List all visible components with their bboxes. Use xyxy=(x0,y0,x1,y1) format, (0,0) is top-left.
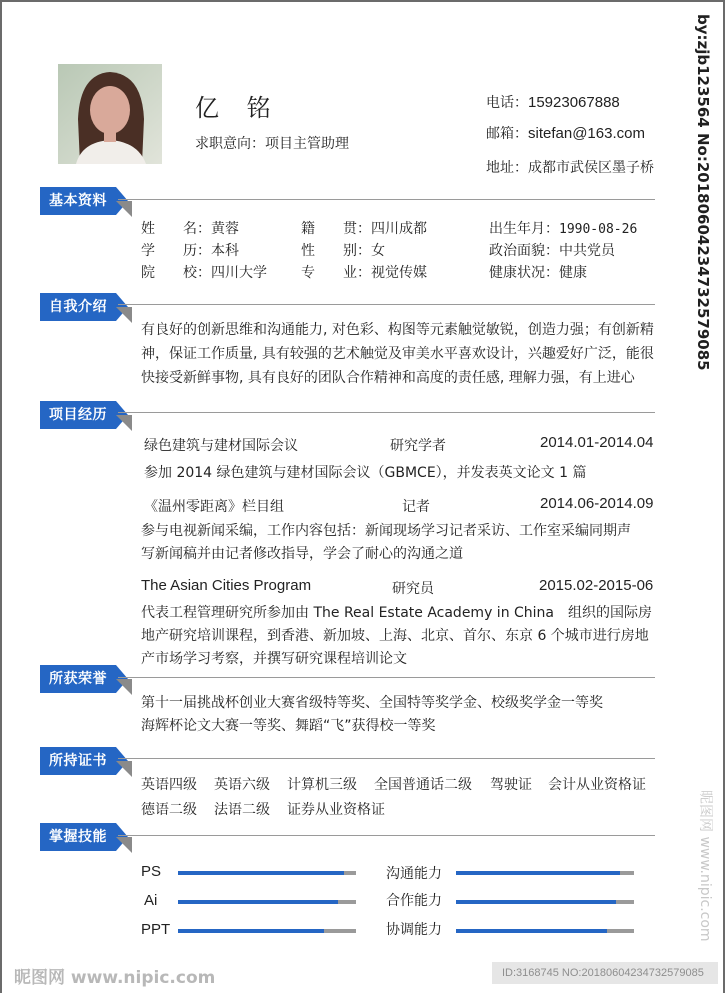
skill-name: Ai xyxy=(144,892,158,909)
self-intro xyxy=(141,318,671,390)
address-label: 地址： xyxy=(486,160,528,176)
basic-name xyxy=(141,218,239,238)
basic-school-value: 四川大学 xyxy=(211,265,267,281)
phone-row xyxy=(486,92,620,112)
cert-item: 英语四级 xyxy=(141,777,197,793)
job-intent-value: 项目主管助理 xyxy=(265,136,349,152)
job-intent-label: 求职意向： xyxy=(195,136,265,152)
honor-line: 海辉杯论文大赛一等奖、舞蹈“飞”获得校一等奖 xyxy=(141,718,436,734)
basic-political-label: 政治面貌： xyxy=(489,243,559,259)
address-value: 成都市武侯区墨子桥 xyxy=(528,160,654,176)
project-desc: 产市场学习考察，并撰写研究课程培训论文 xyxy=(141,651,407,667)
basic-edu-label: 学 历： xyxy=(141,243,211,259)
basic-birth xyxy=(489,218,637,238)
bottom-right-watermark-text: ID:3168745 NO:20180604234732579085 xyxy=(502,967,704,979)
project-role: 记者 xyxy=(402,499,430,515)
side-watermark-text: by:zjb123564 No:20180604234732579085 xyxy=(694,14,712,371)
basic-origin-value: 四川成都 xyxy=(371,221,427,237)
project-period: 2015.02-2015-06 xyxy=(539,577,654,594)
basic-gender-value: 女 xyxy=(371,243,385,259)
skill-name: 沟通能力 xyxy=(386,866,442,882)
email-row xyxy=(486,123,645,143)
section-rule-intro xyxy=(118,304,655,305)
skill-bar-communication xyxy=(456,871,634,875)
basic-health-label: 健康状况： xyxy=(489,265,559,281)
basic-origin-label: 籍 贯： xyxy=(301,221,371,237)
side-watermark-bottom xyxy=(694,790,720,990)
skill-bar-fill xyxy=(178,900,338,904)
basic-major xyxy=(301,262,427,282)
project-name: 《温州零距离》栏目组 xyxy=(144,499,284,515)
skill-bar-ppt xyxy=(178,929,356,933)
skill-bar-fill xyxy=(456,900,616,904)
basic-gender-label: 性 别： xyxy=(301,243,371,259)
project-role: 研究员 xyxy=(392,581,434,597)
cert-item: 德语二级 xyxy=(141,802,197,818)
self-intro-line: 快接受新鲜事物, 具有良好的团队合作精神和高度的责任感, 理解力强，有上进心 xyxy=(141,370,635,386)
basic-birth-label: 出生年月： xyxy=(489,221,559,237)
basic-origin xyxy=(301,218,427,238)
frame-left-edge xyxy=(0,0,2,993)
email-label: 邮箱： xyxy=(486,126,528,142)
project-role: 研究学者 xyxy=(390,438,446,454)
section-title-projects: 项目经历 xyxy=(49,407,107,423)
project-desc: 参加 2014 绿色建筑与建材国际会议（GBMCE），并发表英文论文 1 篇 xyxy=(144,465,587,481)
section-title-certs: 所持证书 xyxy=(49,753,107,769)
basic-name-label: 姓 名： xyxy=(141,221,211,237)
basic-school xyxy=(141,262,267,282)
section-title-basic: 基本资料 xyxy=(49,193,107,209)
bottom-left-watermark: 昵图网 www.nipic.com xyxy=(14,968,216,988)
project-desc: 参与电视新闻采编，工作内容包括：新闻现场学习记者采访、工作室采编同期声 xyxy=(141,523,631,539)
frame-top-edge xyxy=(0,0,725,2)
basic-political-value: 中共党员 xyxy=(559,243,615,259)
phone-value: 15923067888 xyxy=(528,94,620,111)
skill-name: PPT xyxy=(141,921,171,938)
skill-bar-ai xyxy=(178,900,356,904)
basic-school-label: 院 校： xyxy=(141,265,211,281)
honor-line: 第十一届挑战杯创业大赛省级特等奖、全国特等奖学金、校级奖学金一等奖 xyxy=(141,695,603,711)
basic-political xyxy=(489,240,615,260)
skill-bar-fill xyxy=(456,871,620,875)
section-rule-certs xyxy=(118,758,655,759)
project-name: 绿色建筑与建材国际会议 xyxy=(144,438,298,454)
cert-item: 会计从业资格证 xyxy=(548,777,646,793)
self-intro-line: 有良好的创新思维和沟通能力, 对色彩、构图等元素触觉敏锐，创造力强；有创新精 xyxy=(141,322,654,338)
email-value: sitefan@163.com xyxy=(528,125,645,142)
self-intro-line: 神，保证工作质量, 具有较强的艺术触觉及审美水平喜欢设计，兴趣爱好广泛，能很 xyxy=(141,346,654,362)
skill-bar-coordination xyxy=(456,929,634,933)
skill-bar-fill xyxy=(178,929,324,933)
cert-item: 驾驶证 xyxy=(490,777,532,793)
basic-birth-value: 1990-08-26 xyxy=(559,222,638,237)
section-rule-honors xyxy=(118,677,655,678)
section-title-skills: 掌握技能 xyxy=(49,829,107,845)
profile-photo xyxy=(58,64,162,164)
bottom-right-watermark xyxy=(492,962,718,984)
skill-name: PS xyxy=(141,863,162,880)
skill-bar-fill xyxy=(456,929,607,933)
address-row xyxy=(486,157,654,177)
job-intent xyxy=(195,133,349,153)
side-watermark-bottom-text: 昵图网 www.nipic.com xyxy=(697,790,713,942)
side-watermark xyxy=(688,14,714,371)
project-desc: 代表工程管理研究所参加由 The Real Estate Academy in China 组织的国际房 xyxy=(141,605,653,621)
skill-bar-fill xyxy=(178,871,344,875)
cert-item: 法语二级 xyxy=(214,802,270,818)
phone-label: 电话： xyxy=(486,95,528,111)
cert-item: 计算机三级 xyxy=(287,777,357,793)
skill-name: 合作能力 xyxy=(386,893,442,909)
section-title-intro: 自我介绍 xyxy=(49,299,107,315)
basic-name-value: 黄蓉 xyxy=(211,221,239,237)
cert-item: 英语六级 xyxy=(214,777,270,793)
project-desc: 地产研究培训课程，到香港、新加坡、上海、北京、首尔、东京 6 个城市进行房地 xyxy=(141,628,649,644)
section-rule-skills xyxy=(118,835,655,836)
basic-health xyxy=(489,262,587,282)
skill-bar-cooperation xyxy=(456,900,634,904)
skill-bar-ps xyxy=(178,871,356,875)
basic-gender xyxy=(301,240,385,260)
project-period: 2014.01-2014.04 xyxy=(540,434,654,451)
basic-major-label: 专 业： xyxy=(301,265,371,281)
section-rule-projects xyxy=(118,412,655,413)
candidate-name: 亿 铭 xyxy=(195,94,281,122)
project-desc: 写新闻稿并由记者修改指导，学会了耐心的沟通之道 xyxy=(141,546,463,562)
cert-item: 证券从业资格证 xyxy=(287,802,385,818)
basic-edu xyxy=(141,240,239,260)
cert-item: 全国普通话二级 xyxy=(374,777,472,793)
project-name: The Asian Cities Program xyxy=(141,577,312,594)
skill-name: 协调能力 xyxy=(386,922,442,938)
basic-health-value: 健康 xyxy=(559,265,587,281)
project-period: 2014.06-2014.09 xyxy=(540,495,654,512)
basic-major-value: 视觉传媒 xyxy=(371,265,427,281)
section-title-honors: 所获荣誉 xyxy=(49,671,107,687)
basic-edu-value: 本科 xyxy=(211,243,239,259)
section-rule-basic xyxy=(118,199,655,200)
